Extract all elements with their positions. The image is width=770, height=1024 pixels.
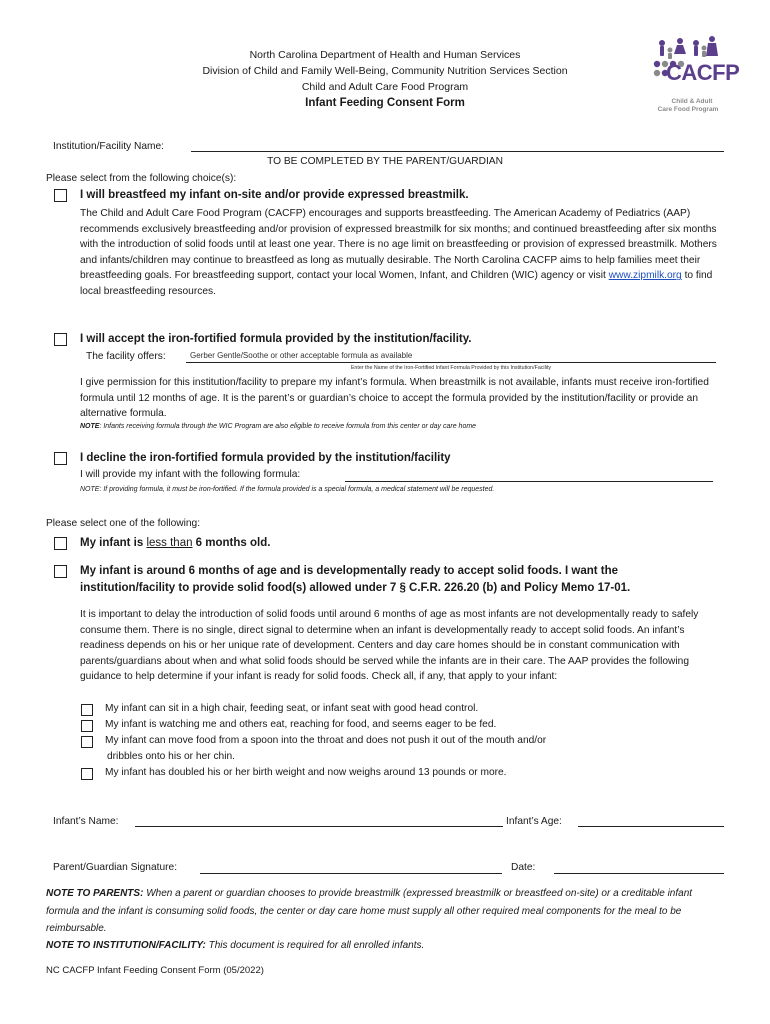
note-to-parents-label: NOTE TO PARENTS: [46,888,144,899]
readiness-checkbox-1[interactable] [81,704,93,716]
breastfeed-text-a: The Child and Adult Care Food Program (CACFP) encourages and supports breastfeeding. The American Academy of Pediatrics (AAP) recommends exclusively breastfeeding and/or provision of expressed breastmilk for six months; and continued breastfeeding after six months with the introduction of solid foods until at least one year. There is no age limit on breastfeeding or provision of expressed breastmilk. Mothers and infants/children may continue to breastfeed as long as mutually desirable. The North Carolina CACFP aims to help families meet their breastfeeding goals. For breastfeeding support, contact your local Women, Infant, and Children (WIC) agency or visit [80,208,717,282]
parent-instruction: TO BE COMPLETED BY THE PARENT/GUARDIAN [267,156,503,167]
logo-text: CACFP [666,60,740,85]
readiness-checkbox-3[interactable] [81,736,93,748]
decline-formula-checkbox[interactable] [54,452,67,465]
note-to-institution [46,937,726,955]
wic-note: NOTE: Infants receiving formula through the WIC Program are also eligible to receive formula from this center or day care home [80,423,477,430]
section1-prompt: Please select from the following choice(s): [46,173,237,184]
accept-formula-option-label: I will accept the iron-fortified formula provided by the institution/facility. [80,333,472,345]
six-months-ready-line-2: institution/facility to provide solid food(s) allowed under 7 § C.F.R. 226.20 (b) and Policy Memo 17-01. [80,582,631,594]
infant-age-field[interactable] [578,826,724,827]
readiness-item-4: My infant has doubled his or her birth weight and now weighs around 13 pounds or more. [105,767,507,778]
institution-name-field[interactable] [191,151,724,152]
logo-subtitle-1: Child & Adult [671,98,713,105]
parent-signature-field[interactable] [200,873,502,874]
parent-signature-label: Parent/Guardian Signature: [53,862,178,873]
six-months-ready-checkbox[interactable] [54,565,67,578]
opt1-pre: My infant is [80,537,147,549]
provide-formula-label: I will provide my infant with the following formula: [80,469,301,480]
decline-formula-option-label: I decline the iron-fortified formula provided by the institution/facility [80,452,451,464]
less-than-6-months-checkbox[interactable] [54,537,67,550]
note-to-institution-text: This document is required for all enrolled infants. [205,940,425,951]
facility-offers-field [186,362,716,363]
less-than-6-months-label [80,537,270,549]
date-field[interactable] [554,873,724,874]
breastfeed-checkbox[interactable] [54,189,67,202]
page-title: Infant Feeding Consent Form [305,97,465,109]
readiness-item-3b: dribbles onto his or her chin. [107,751,235,762]
facility-offers-label: The facility offers: [86,351,166,362]
readiness-item-2: My infant is watching me and others eat, reaching for food, and seems eager to be fed. [105,719,497,730]
header-line-1: North Carolina Department of Health and Human Services [249,49,521,61]
breastfeed-text-b: to find local breastfeeding resources. [80,270,713,297]
readiness-item-3: My infant can move food from a spoon into the throat and does not push it out of the mouth and/or [105,735,547,746]
breastfeed-option-label: I will breastfeed my infant on-site and/or provide expressed breastmilk. [80,189,469,201]
logo-subtitle-2: Care Food Program [657,106,719,113]
section2-prompt: Please select one of the following: [46,518,201,529]
wic-note-text: : Infants receiving formula through the WIC Program are also eligible to receive formula from this center or day care home [99,423,477,430]
accept-formula-checkbox[interactable] [54,333,67,346]
readiness-checkbox-2[interactable] [81,720,93,732]
six-months-ready-line-1: My infant is around 6 months of age and is developmentally ready to accept solid foods. I want the [80,565,619,577]
readiness-item-1: My infant can sit in a high chair, feeding seat, or infant seat with good head control. [105,703,479,714]
note-to-parents-text: When a parent or guardian chooses to provide breastmilk (expressed breastmilk or breastfeed on-site) or a creditable infant formula and the infant is consuming solid foods, the center or day care home must supply all other required meal components for the meal to be reimbursable. [46,888,693,934]
infant-age-label: Infant’s Age: [506,816,562,827]
facility-offers-caption: Enter the Name of the Iron-Fortified Infant Formula Provided by this Institution/Facility [350,365,552,371]
institution-label: Institution/Facility Name: [53,141,164,152]
note-to-institution-label: NOTE TO INSTITUTION/FACILITY: [46,940,206,951]
iron-fortified-note: NOTE: If providing formula, it must be iron-fortified. If the formula provided is a special formula, a medical statement will be requested. [80,486,495,493]
cacfp-logo [648,34,740,120]
opt1-post: 6 months old. [192,537,271,549]
solid-foods-paragraph: It is important to delay the introduction of solid foods until around 6 months of age as most infants are not developmentally ready to safely consume them. There is no single, direct signal to determine when an infant is developmentally ready to accept solid foods. An infant’s readiness depends on his or her unique rate of development. Centers and day care homes should be in constant communication with parents/guardians about when and what solid foods should be served while the infants are in their care. The AAP provides the following guidance to help determine if your infant is ready for solid foods. Check all, if any, that apply to your infant: [80,609,699,683]
date-label: Date: [511,862,536,873]
infant-name-label: Infant’s Name: [53,816,119,827]
infant-name-field[interactable] [135,826,503,827]
opt1-underlined: less than [146,537,193,549]
readiness-checkbox-4[interactable] [81,768,93,780]
form-footer: NC CACFP Infant Feeding Consent Form (05/2022) [46,965,264,976]
provide-formula-field[interactable] [345,481,713,482]
facility-offers-value[interactable]: Gerber Gentle/Soothe or other acceptable formula as available [190,351,413,360]
header-line-2: Division of Child and Family Well-Being, Community Nutrition Services Section [202,65,568,77]
note-to-parents [46,885,726,938]
header-line-3: Child and Adult Care Food Program [301,81,469,93]
accept-formula-paragraph: I give permission for this institution/facility to prepare my infant’s formula. When breastmilk is not available, infants must receive iron-fortified formula until 12 months of age. It is the parent’s or guardian’s choice to accept the formula provided by the institution/facility or provide an alternative formula. [80,377,709,420]
zipmilk-link[interactable]: www.zipmilk.org [608,270,682,282]
breastfeed-paragraph [80,206,720,300]
